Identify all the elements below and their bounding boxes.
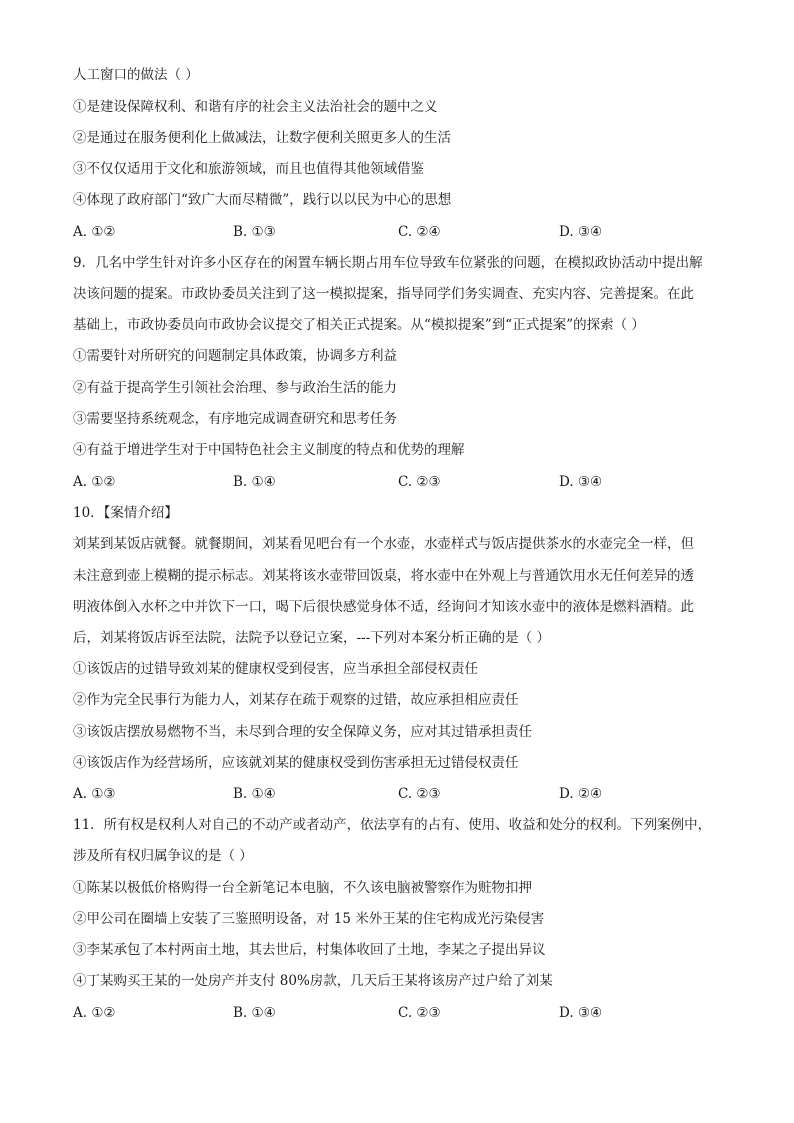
q11-stem-line-2: 涉及所有权归属争议的是（ ）	[73, 848, 253, 864]
q8-item-3: ③不仅仅适用于文化和旅游领域，而且也值得其他领域借鉴	[73, 161, 424, 177]
q9-stem-line-1: 9．几名中学生针对许多小区存在的闲置车辆长期占用车位导致车位紧张的问题，在模拟政协活动中提出解	[73, 255, 703, 271]
q11-item-2: ②甲公司在圈墙上安装了三鉴照明设备，对 15 米外王某的住宅构成光污染侵害	[73, 911, 545, 927]
q9-item-3: ③需要坚持系统观念，有序地完成调查研究和思考任务	[73, 411, 397, 427]
q11-item-4: ④丁某购买王某的一处房产并支付 80%房款，几天后王某将该房产过户给了刘某	[73, 973, 553, 989]
q9-option-a: A. ①②	[73, 474, 116, 490]
q8-option-c: C. ②④	[398, 224, 441, 240]
q10-item-3: ③该饭店摆放易燃物不当，未尽到合理的安全保障义务，应对其过错承担责任	[73, 724, 532, 740]
q10-stem-line-1: 刘某到某饭店就餐。就餐期间，刘某看见吧台有一个水壶，水壶样式与饭店提供茶水的水壶完全一样，但	[73, 536, 694, 552]
q11-item-3: ③李某承包了本村两亩土地，其去世后，村集体收回了土地，李某之子提出异议	[73, 942, 546, 958]
q10-option-d: D. ②④	[559, 786, 603, 802]
q8-option-b: B. ①③	[233, 224, 276, 240]
q11-option-d: D. ③④	[559, 1005, 603, 1021]
q9-item-4: ④有益于增进学生对于中国特色社会主义制度的特点和优势的理解	[73, 442, 465, 458]
q9-item-2: ②有益于提高学生引领社会治理、参与政治生活的能力	[73, 380, 397, 396]
q8-item-2: ②是通过在服务便利化上做减法，让数字便利关照更多人的生活	[73, 130, 451, 146]
q8-item-4: ④体现了政府部门“致广大而尽精微”，践行以以民为中心的思想	[73, 192, 452, 208]
q9-item-1: ①需要针对所研究的问题制定具体政策，协调多方利益	[73, 348, 397, 364]
q9-options	[73, 472, 733, 492]
q10-header: 10．【案情介绍】	[73, 505, 178, 521]
q8-option-a: A. ①②	[73, 224, 116, 240]
q10-item-2: ②作为完全民事行为能力人，刘某存在疏于观察的过错，故应承担相应责任	[73, 692, 519, 708]
q11-stem-line-1: 11．所有权是权利人对自己的不动产或者动产，依法享有的占有、使用、收益和处分的权利。下列案例中，	[73, 817, 712, 833]
q8-options	[73, 222, 733, 242]
q10-stem-line-3: 明液体倒入水杯之中并饮下一口，喝下后很快感觉身体不适，经询问才知该水壶中的液体是燃料酒精。此	[73, 599, 694, 615]
q10-option-a: A. ①③	[73, 786, 116, 802]
q10-options	[73, 784, 733, 804]
q11-option-b: B. ①④	[233, 1005, 276, 1021]
q9-option-b: B. ①④	[233, 474, 276, 490]
q10-stem-line-2: 未注意到壶上模糊的提示标志。刘某将该水壶带回饭桌，将水壶中在外观上与普通饮用水无任何差异的透	[73, 568, 694, 584]
q8-item-1: ①是建设保障权利、和谐有序的社会主义法治社会的题中之义	[73, 99, 438, 115]
q9-option-d: D. ③④	[559, 474, 603, 490]
q10-option-c: C. ②③	[398, 786, 441, 802]
q10-option-b: B. ①④	[233, 786, 276, 802]
q11-options	[73, 1003, 733, 1023]
q9-stem-line-2: 决该问题的提案。市政协委员关注到了这一模拟提案，指导同学们务实调查、充实内容、完善提案。在此	[73, 286, 694, 302]
q10-item-1: ①该饭店的过错导致刘某的健康权受到侵害，应当承担全部侵权责任	[73, 661, 478, 677]
q10-stem-line-4: 后，刘某将饭店诉至法院，法院予以登记立案，---下列对本案分析正确的是（ ）	[73, 630, 550, 646]
q9-option-c: C. ②③	[398, 474, 441, 490]
q11-option-a: A. ①②	[73, 1005, 116, 1021]
q11-item-1: ①陈某以极低价格购得一台全新笔记本电脑，不久该电脑被警察作为赃物扣押	[73, 880, 532, 896]
q10-item-4: ④该饭店作为经营场所，应该就刘某的健康权受到伤害承担无过错侵权责任	[73, 755, 519, 771]
q8-option-d: D. ③④	[559, 224, 603, 240]
q9-stem-line-3: 基础上，市政协委员向市政协会议提交了相关正式提案。从“模拟提案”到“正式提案”的探索（ ）	[73, 317, 645, 333]
q8-stem-tail: 人工窗口的做法（ ）	[73, 67, 199, 83]
q11-option-c: C. ②③	[398, 1005, 441, 1021]
